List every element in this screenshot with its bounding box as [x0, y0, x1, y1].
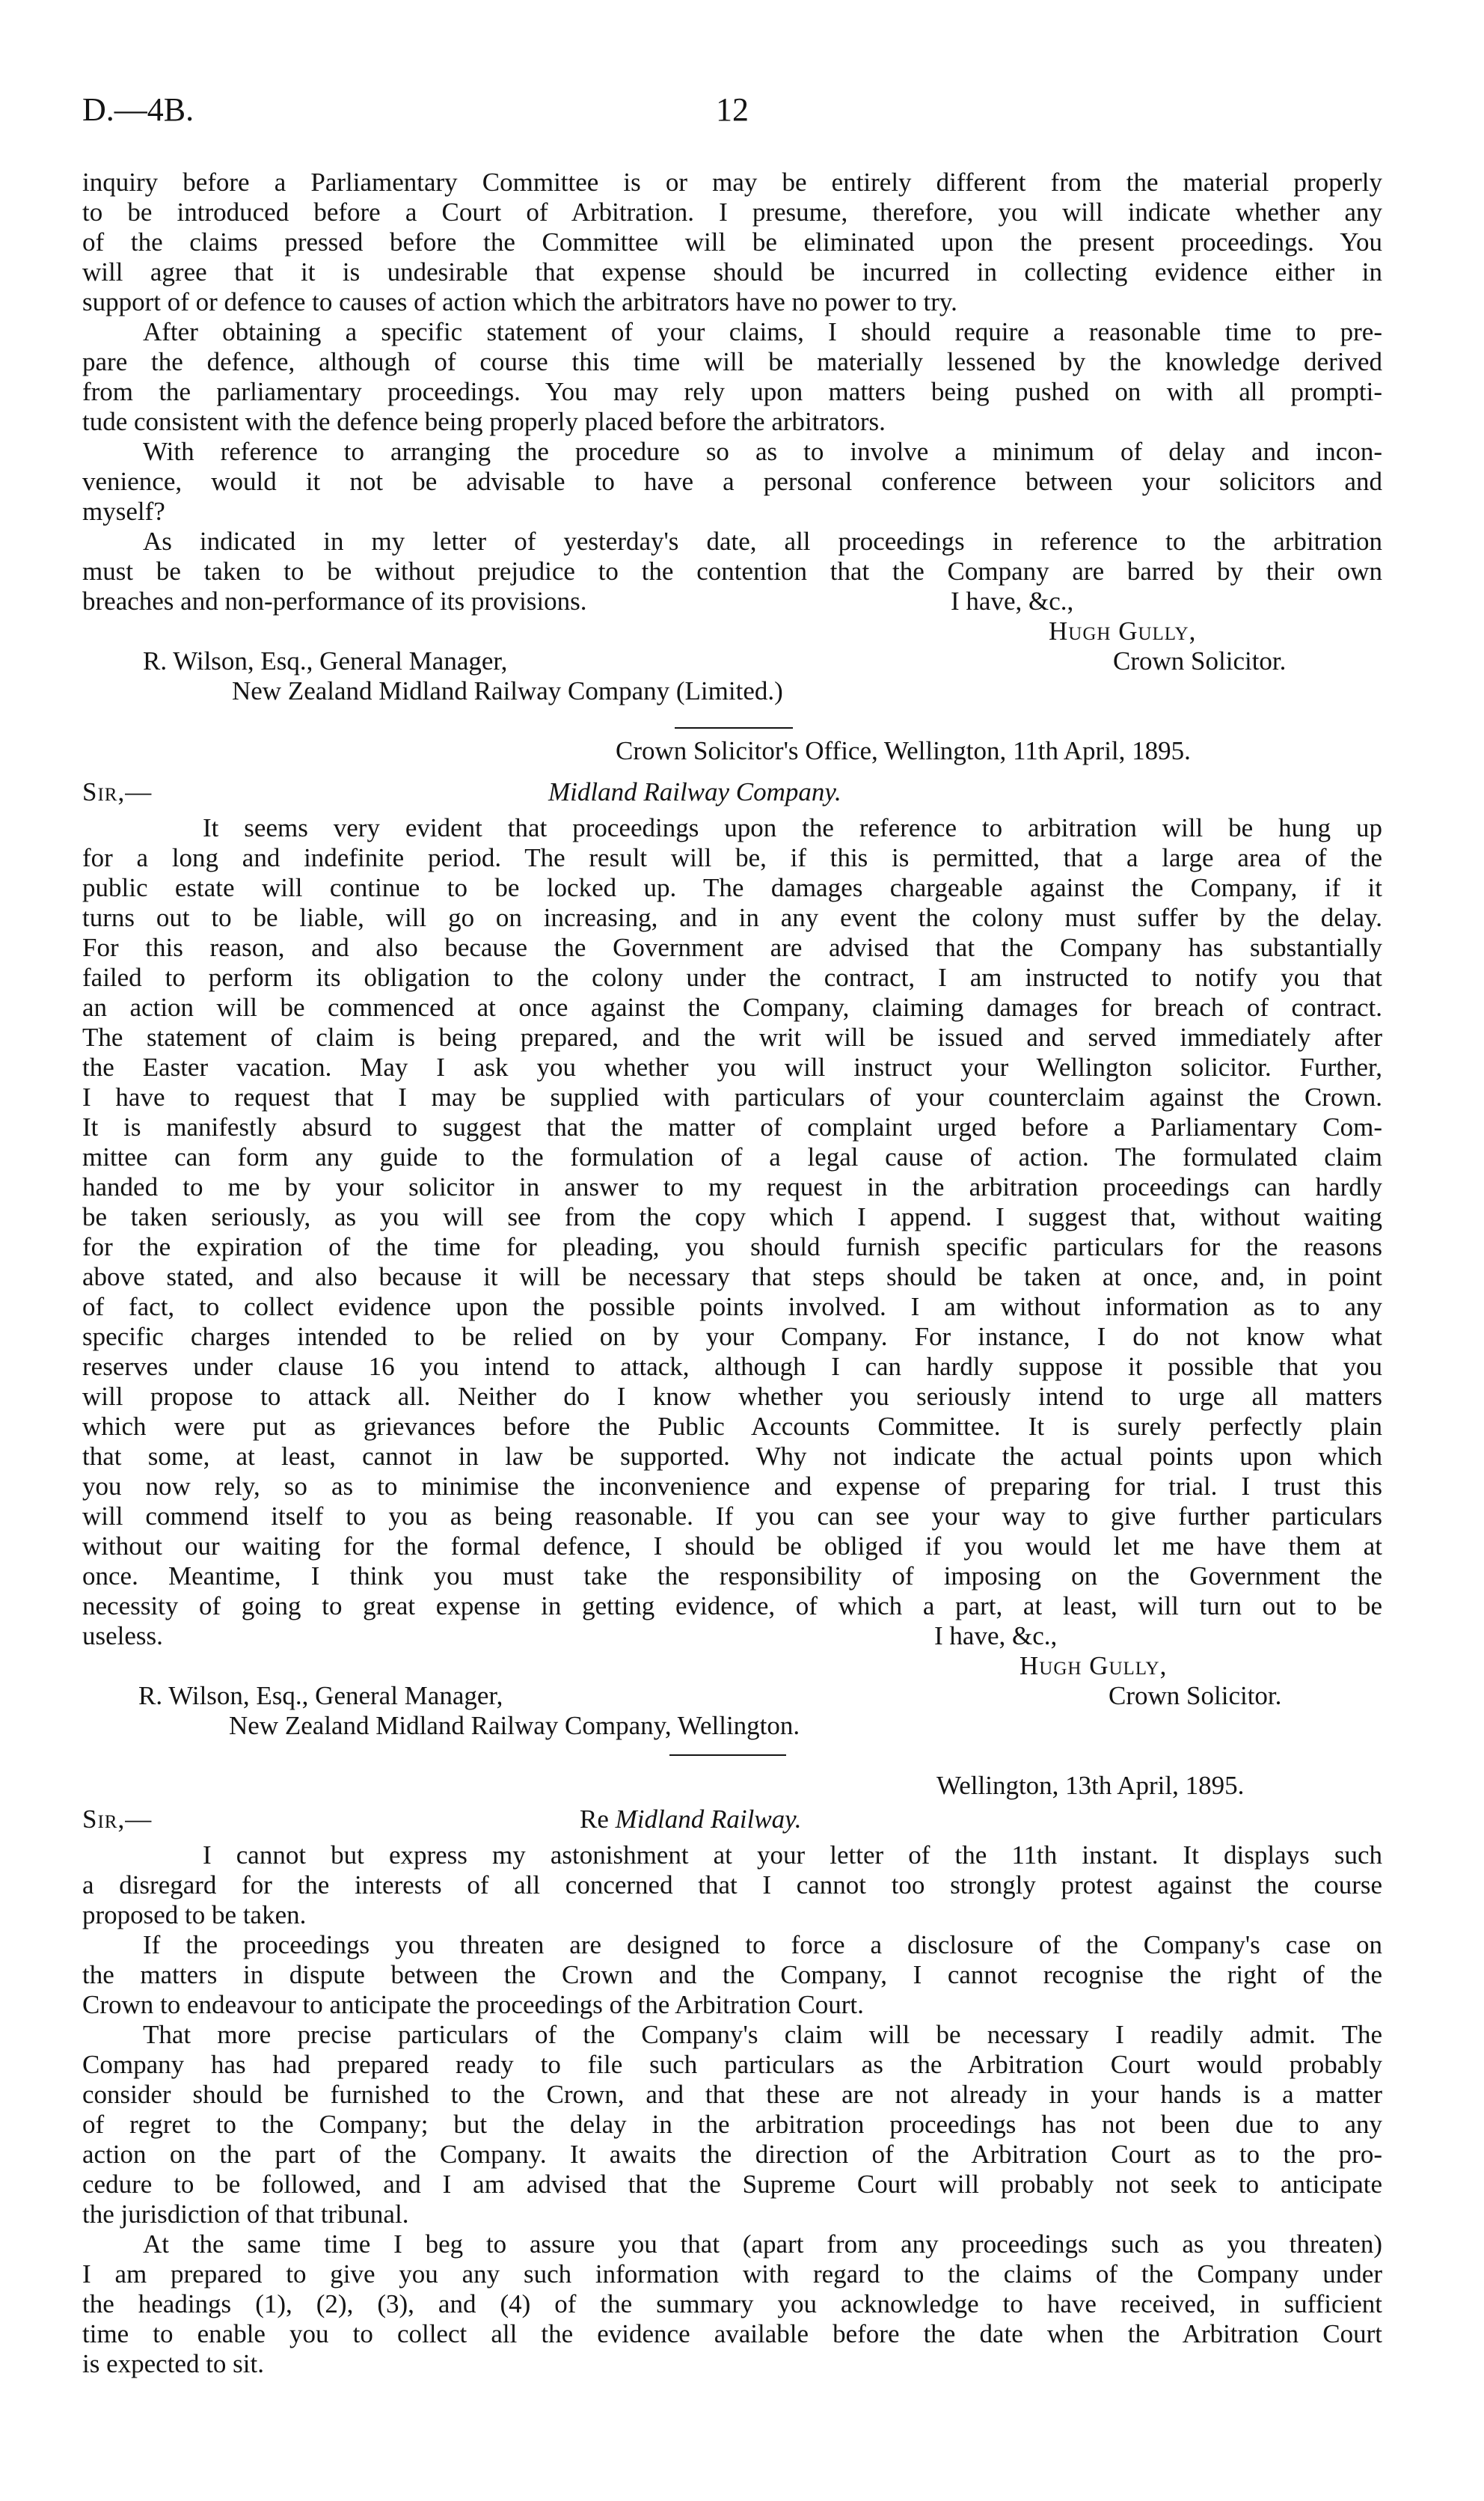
text-line [82, 2110, 1382, 2140]
line-text: If the proceedings you threaten are designed to force a disclosure of the Company's case on [143, 1930, 1382, 1959]
line-text: turns out to be liable, will go on increasing, and in any event the colony must suffer by the delay. [82, 903, 1382, 932]
line-text: will commend itself to you as being reasonable. If you can see your way to give further particulars [82, 1501, 1382, 1531]
line-text: specific charges intended to be relied on by your Company. For instance, I do not know what [82, 1322, 1382, 1351]
letter-1-body [82, 168, 1382, 616]
text-line [82, 527, 1382, 557]
divider [82, 706, 1382, 736]
text-line [82, 933, 1382, 963]
line-text: As indicated in my letter of yesterday's date, all proceedings in reference to the arbitration [143, 527, 1382, 556]
dateline-row [82, 736, 1382, 766]
text-line [82, 2050, 1382, 2080]
text-line [82, 2289, 1382, 2319]
signature-hugh-gully [82, 616, 1382, 646]
text-line [82, 1262, 1382, 1292]
text-line [82, 1172, 1382, 1202]
dateline-row [82, 1771, 1382, 1801]
document-body [82, 168, 1382, 2379]
line-text: venience, would it not be advisable to have a personal conference between your solicitors and [82, 467, 1382, 496]
text-line [82, 257, 1382, 287]
text-line [82, 1930, 1382, 1960]
text-line [82, 2020, 1382, 2050]
text-line [82, 407, 1382, 437]
letter-3-body [82, 1840, 1382, 2379]
subject-title: Midland Railway. [615, 1804, 802, 1834]
line-text: For this reason, and also because the Government are advised that the Company has substantially [82, 933, 1382, 962]
line-text: Company has had prepared ready to file such particulars as the Arbitration Court would probably [82, 2050, 1382, 2079]
text-line [82, 467, 1382, 497]
text-line [82, 1112, 1382, 1142]
line-text: of regret to the Company; but the delay in the arbitration proceedings has not been due to any [82, 2110, 1382, 2139]
divider-rule [675, 727, 793, 729]
line-text: once. Meantime, I think you must take the responsibility of imposing on the Government the [82, 1561, 1382, 1591]
text-line [82, 557, 1382, 587]
text-line [82, 993, 1382, 1023]
signatory-title: Crown Solicitor. [1109, 1681, 1282, 1710]
line-text: mittee can form any guide to the formulation of a legal cause of action. The formulated claim [82, 1142, 1382, 1172]
text-line [82, 2140, 1382, 2170]
text-line [82, 1591, 1382, 1621]
line-text: must be taken to be without prejudice to the contention that the Company are barred by their own [82, 557, 1382, 586]
line-text: useless. [82, 1621, 163, 1650]
text-line [82, 1900, 1382, 1930]
line-text: cedure to be followed, and I am advised that the Supreme Court will probably not seek to anticipate [82, 2170, 1382, 2199]
text-line [82, 1292, 1382, 1322]
text-line [82, 1023, 1382, 1053]
addressee-company-line [82, 676, 1382, 706]
text-line [82, 287, 1382, 317]
salutation-row [82, 777, 1382, 807]
text-line [82, 2229, 1382, 2259]
closing: I have, &c., [934, 1621, 1058, 1650]
line-text: failed to perform its obligation to the colony under the contract, I am instructed to notify you that [82, 963, 1382, 992]
subject: Midland Railway Company. [548, 777, 841, 806]
line-text: of fact, to collect evidence upon the possible points involved. I am without information as to any [82, 1292, 1382, 1321]
line-text: of the claims pressed before the Committee will be eliminated upon the present proceedings. You [82, 227, 1382, 257]
text-line [82, 2349, 1382, 2379]
line-text: With reference to arranging the procedure so as to involve a minimum of delay and incon- [143, 437, 1382, 466]
line-text: handed to me by your solicitor in answer to my request in the arbitration proceedings can hardly [82, 1172, 1382, 1201]
text-line [82, 1352, 1382, 1382]
text-line [82, 1870, 1382, 1900]
signatory-title: Crown Solicitor. [1113, 646, 1287, 676]
text-line [82, 1232, 1382, 1262]
line-text: proposed to be taken. [82, 1900, 307, 1929]
line-text: from the parliamentary proceedings. You may rely upon matters being pushed on with all prompti- [82, 377, 1382, 406]
salutation: Sir,— [82, 1804, 153, 1834]
line-text: which were put as grievances before the Public Accounts Committee. It is surely perfectly plain [82, 1412, 1382, 1441]
line-text: is expected to sit. [82, 2349, 265, 2378]
text-line [82, 1142, 1382, 1172]
line-text: That more precise particulars of the Company's claim will be necessary I readily admit. The [143, 2020, 1382, 2049]
line-text: without our waiting for the formal defence, I should be obliged if you would let me have them at [82, 1531, 1382, 1561]
text-line [82, 437, 1382, 467]
line-text: that some, at least, cannot in law be supported. Why not indicate the actual points upon which [82, 1442, 1382, 1471]
text-line [82, 2170, 1382, 2200]
line-text: It is manifestly absurd to suggest that the matter of complaint urged before a Parliamentary Com- [82, 1112, 1382, 1142]
text-line [82, 497, 1382, 527]
text-line [82, 198, 1382, 227]
text-line [82, 1412, 1382, 1442]
addressee-line [82, 646, 1382, 676]
document-reference: D.—4B. [82, 91, 194, 128]
text-line [82, 1561, 1382, 1591]
text-line [82, 813, 1382, 843]
salutation: Sir,— [82, 777, 153, 806]
line-text: time to enable you to collect all the evidence available before the date when the Arbitration Court [82, 2319, 1382, 2348]
line-text: will agree that it is undesirable that expense should be incurred in collecting evidence either in [82, 257, 1382, 287]
line-text: I am prepared to give you any such information with regard to the claims of the Company under [82, 2259, 1382, 2289]
line-text: for the expiration of the time for pleading, you should furnish specific particulars for the reasons [82, 1232, 1382, 1261]
addressee-company: New Zealand Midland Railway Company, Wellington. [229, 1711, 800, 1740]
text-line [82, 168, 1382, 198]
signatory-name: Hugh Gully, [1020, 1651, 1168, 1680]
line-text: the matters in dispute between the Crown and the Company, I cannot recognise the right of the [82, 1960, 1382, 1989]
line-text: support of or defence to causes of action which the arbitrators have no power to try. [82, 287, 957, 316]
addressee-company: New Zealand Midland Railway Company (Limited.) [232, 676, 783, 705]
line-text: be taken seriously, as you will see from the copy which I append. I suggest that, without waiting [82, 1202, 1382, 1231]
text-line [82, 1990, 1382, 2020]
line-text: I cannot but express my astonishment at your letter of the 11th instant. It displays such [203, 1840, 1382, 1870]
divider-rule [669, 1754, 786, 1756]
letter-2-body [82, 813, 1382, 1651]
line-text: Crown to endeavour to anticipate the proceedings of the Arbitration Court. [82, 1990, 864, 2019]
line-text: the Easter vacation. May I ask you whether you will instruct your Wellington solicitor. Further, [82, 1053, 1382, 1082]
addressee-company-line [82, 1711, 1382, 1741]
page-number: 12 [716, 91, 749, 128]
line-text: I have to request that I may be supplied with particulars of your counterclaim against the Crown. [82, 1083, 1382, 1112]
text-line [82, 2319, 1382, 2349]
line-text: At the same time I beg to assure you that (apart from any proceedings such as you threaten) [143, 2229, 1382, 2259]
salutation-row [82, 1804, 1382, 1834]
subject-prefix: Re [580, 1804, 609, 1834]
line-text: myself? [82, 497, 165, 526]
line-text: will propose to attack all. Neither do I know whether you seriously intend to urge all matters [82, 1382, 1382, 1411]
text-line [82, 227, 1382, 257]
line-text: above stated, and also because it will be necessary that steps should be taken at once, and, in point [82, 1262, 1382, 1291]
line-text: The statement of claim is being prepared, and the writ will be issued and served immediately after [82, 1023, 1382, 1052]
line-text: a disregard for the interests of all concerned that I cannot too strongly protest against the course [82, 1870, 1382, 1900]
text-line [82, 347, 1382, 377]
subject [580, 1804, 802, 1834]
text-line [82, 1202, 1382, 1232]
text-line [82, 587, 1382, 616]
text-line [82, 873, 1382, 903]
signature-hugh-gully [82, 1651, 1382, 1681]
dateline: Crown Solicitor's Office, Wellington, 11th April, 1895. [616, 736, 1191, 765]
addressee: R. Wilson, Esq., General Manager, [143, 646, 508, 676]
text-line [82, 1840, 1382, 1870]
line-text: action on the part of the Company. It awaits the direction of the Arbitration Court as to the pro- [82, 2140, 1382, 2169]
text-line [82, 1382, 1382, 1412]
text-line [82, 1053, 1382, 1083]
line-text: the headings (1), (2), (3), and (4) of the summary you acknowledge to have received, in sufficient [82, 2289, 1382, 2318]
text-line [82, 1322, 1382, 1352]
line-text: an action will be commenced at once against the Company, claiming damages for breach of contract. [82, 993, 1382, 1022]
line-text: After obtaining a specific statement of your claims, I should require a reasonable time to pre- [143, 317, 1382, 346]
signatory-name: Hugh Gully, [1049, 616, 1197, 646]
line-text: for a long and indefinite period. The result will be, if this is permitted, that a large area of the [82, 843, 1382, 872]
text-line [82, 2200, 1382, 2229]
closing: I have, &c., [951, 587, 1074, 616]
text-line [82, 1531, 1382, 1561]
text-line [82, 903, 1382, 933]
line-text: inquiry before a Parliamentary Committee is or may be entirely different from the material properly [82, 168, 1382, 197]
line-text: tude consistent with the defence being properly placed before the arbitrators. [82, 407, 886, 436]
dateline: Wellington, 13th April, 1895. [936, 1771, 1245, 1800]
text-line [82, 1960, 1382, 1990]
text-line [82, 843, 1382, 873]
text-line [82, 1083, 1382, 1112]
text-line [82, 1501, 1382, 1531]
addressee: R. Wilson, Esq., General Manager, [138, 1681, 503, 1710]
addressee-line [82, 1681, 1382, 1711]
text-line [82, 317, 1382, 347]
text-line [82, 1472, 1382, 1501]
line-text: necessity of going to great expense in getting evidence, of which a part, at least, will turn out to be [82, 1591, 1382, 1620]
line-text: public estate will continue to be locked up. The damages chargeable against the Company, if it [82, 873, 1382, 902]
text-line [82, 1442, 1382, 1472]
line-text: breaches and non-performance of its provisions. [82, 587, 587, 616]
text-line [82, 1621, 1382, 1651]
text-line [82, 2080, 1382, 2110]
divider [82, 1741, 1382, 1771]
line-text: It seems very evident that proceedings upon the reference to arbitration will be hung up [203, 813, 1382, 842]
line-text: reserves under clause 16 you intend to attack, although I can hardly suppose it possible that you [82, 1352, 1382, 1381]
line-text: pare the defence, although of course this time will be materially lessened by the knowledge derived [82, 347, 1382, 376]
line-text: to be introduced before a Court of Arbitration. I presume, therefore, you will indicate whether any [82, 198, 1382, 227]
line-text: the jurisdiction of that tribunal. [82, 2200, 409, 2229]
text-line [82, 2259, 1382, 2289]
text-line [82, 963, 1382, 993]
line-text: consider should be furnished to the Crown, and that these are not already in your hands is a matter [82, 2080, 1382, 2109]
line-text: you now rely, so as to minimise the inconvenience and expense of preparing for trial. I trust this [82, 1472, 1382, 1501]
text-line [82, 377, 1382, 407]
